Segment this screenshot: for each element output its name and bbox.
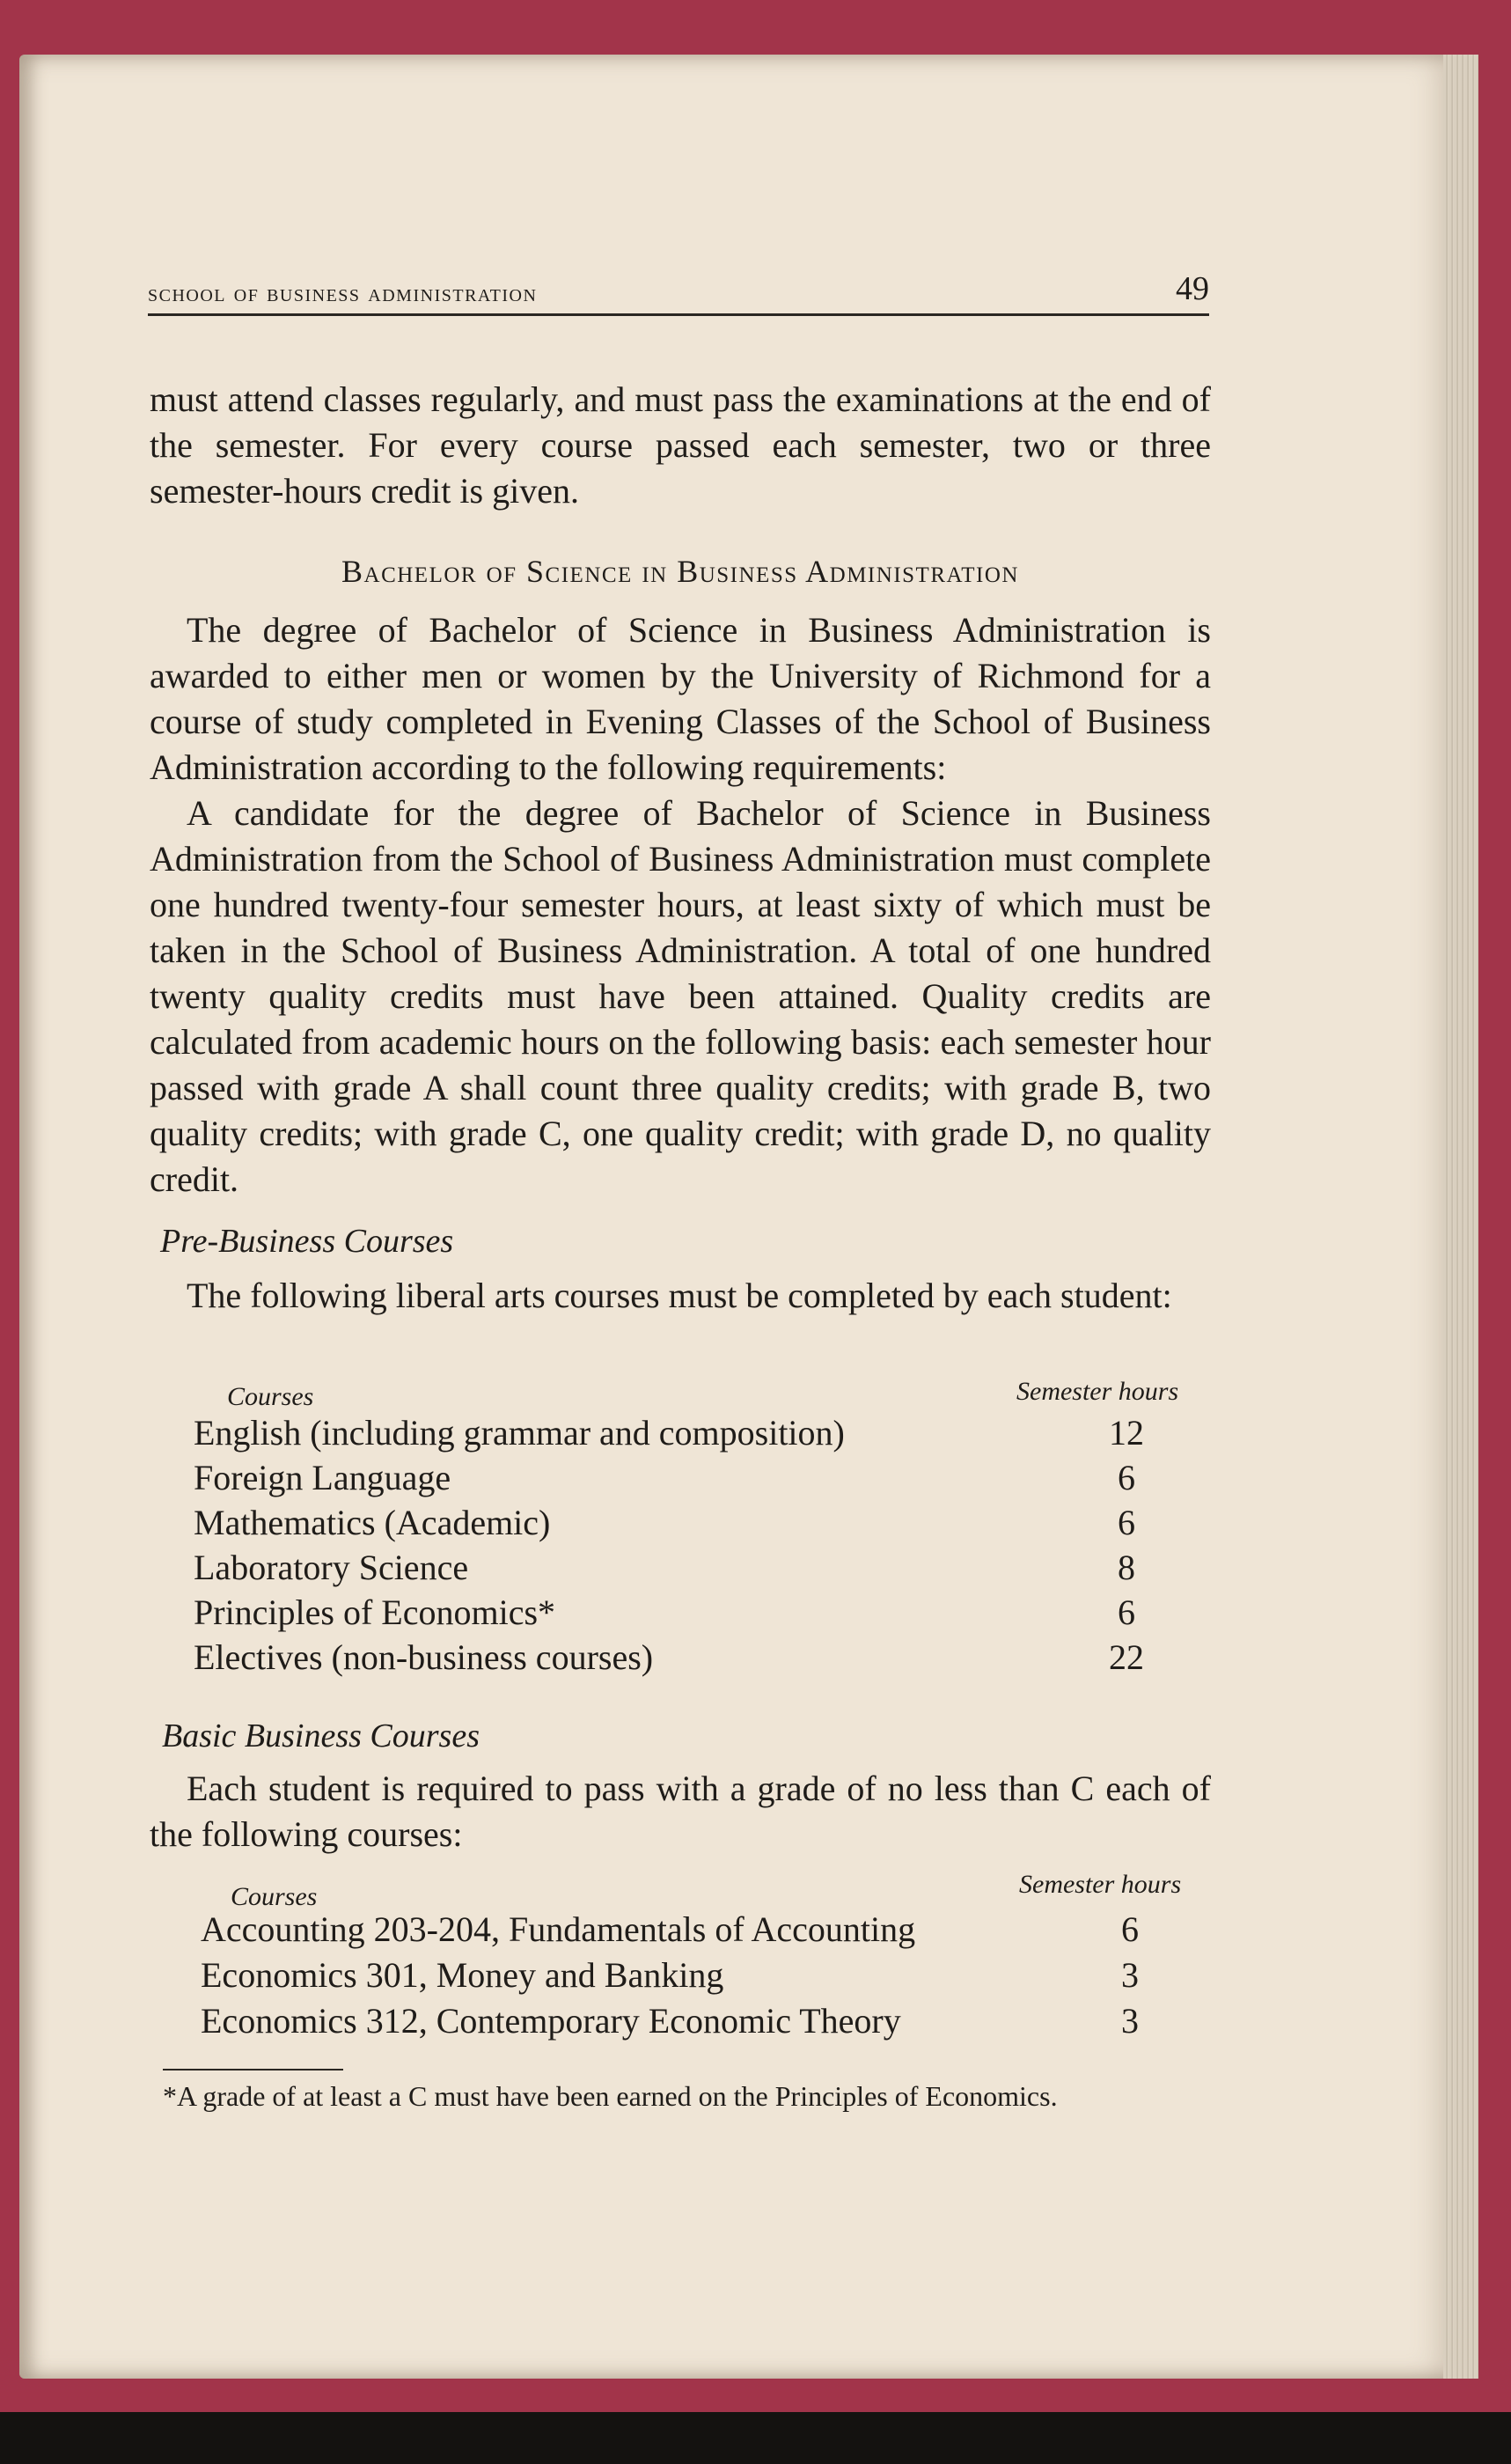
table-row (194, 1457, 1179, 1498)
semester-hours: 3 (1121, 1955, 1139, 1995)
page-number: 49 (1176, 270, 1209, 307)
table-row (201, 2000, 1183, 2041)
basic-business-col-hours: Semester hours (1019, 1870, 1182, 1899)
footnote-rule (163, 2069, 343, 2070)
course-name: Accounting 203-204, Fundamentals of Accounting (201, 1909, 916, 1949)
pre-business-col-hours: Semester hours (1016, 1377, 1179, 1406)
semester-hours: 6 (1121, 1909, 1139, 1949)
pre-business-col-courses: Courses (227, 1382, 314, 1411)
course-name: Economics 301, Money and Banking (201, 1955, 724, 1995)
intro-paragraph: must attend classes regularly, and must pass the examinations at the end of the semester. For every course passed each semester, two or three semester-hours credit is given. (150, 379, 1211, 511)
section-heading: Bachelor of Science in Business Administration (341, 554, 1019, 589)
course-name: Electives (non-business courses) (194, 1637, 654, 1677)
degree-paragraph-1: The degree of Bachelor of Science in Business Administration is awarded to either men or women by the University of Richmond for a course of study completed in Evening Classes of the School of Business Administration according to the following requirements: (150, 610, 1211, 787)
basic-business-intro: Each student is required to pass with a grade of no less than C each of the following courses: (150, 1769, 1211, 1854)
basic-business-heading: Basic Business Courses (162, 1717, 480, 1754)
pre-business-intro: The following liberal arts courses must be completed by each student: (187, 1276, 1172, 1315)
header-title: school of business administration (148, 279, 538, 307)
table-row (194, 1637, 1179, 1678)
semester-hours: 6 (1118, 1592, 1135, 1632)
course-name: English (including grammar and composition) (194, 1413, 845, 1453)
basic-business-col-courses: Courses (231, 1882, 318, 1911)
degree-paragraph-2: A candidate for the degree of Bachelor of Science in Business Administration from the School of Business Administration must complete one hundred twenty-four semester hours, at least sixty of which must be taken in the School of Business Administration. A total of one hundred twenty quality credits must have been attained. Quality credits are calculated from academic hours on the following basis: each semester hour passed with grade A shall count three quality credits; with grade B, two quality credits; with grade C, one quality credit; with grade D, no quality credit. (150, 793, 1211, 1199)
table-row (201, 1954, 1183, 1996)
running-header (148, 269, 1209, 316)
footnote: *A grade of at least a C must have been earned on the Principles of Economics. (163, 2080, 1058, 2112)
course-name: Laboratory Science (194, 1548, 469, 1587)
table-row (194, 1502, 1179, 1543)
table-row (194, 1547, 1179, 1588)
course-name: Principles of Economics* (194, 1592, 556, 1632)
course-name: Foreign Language (194, 1458, 451, 1497)
page-edges (1443, 55, 1478, 2379)
course-name: Mathematics (Academic) (194, 1503, 551, 1542)
course-name: Economics 312, Contemporary Economic Theory (201, 2001, 901, 2041)
semester-hours: 12 (1109, 1413, 1144, 1453)
semester-hours: 8 (1118, 1548, 1135, 1587)
semester-hours: 6 (1118, 1458, 1135, 1497)
table-row (194, 1412, 1179, 1453)
table-row (194, 1592, 1179, 1633)
semester-hours: 6 (1118, 1503, 1135, 1542)
pre-business-heading: Pre-Business Courses (160, 1223, 454, 1260)
table-row (201, 1909, 1183, 1950)
semester-hours: 22 (1109, 1637, 1144, 1677)
semester-hours: 3 (1121, 2001, 1139, 2041)
